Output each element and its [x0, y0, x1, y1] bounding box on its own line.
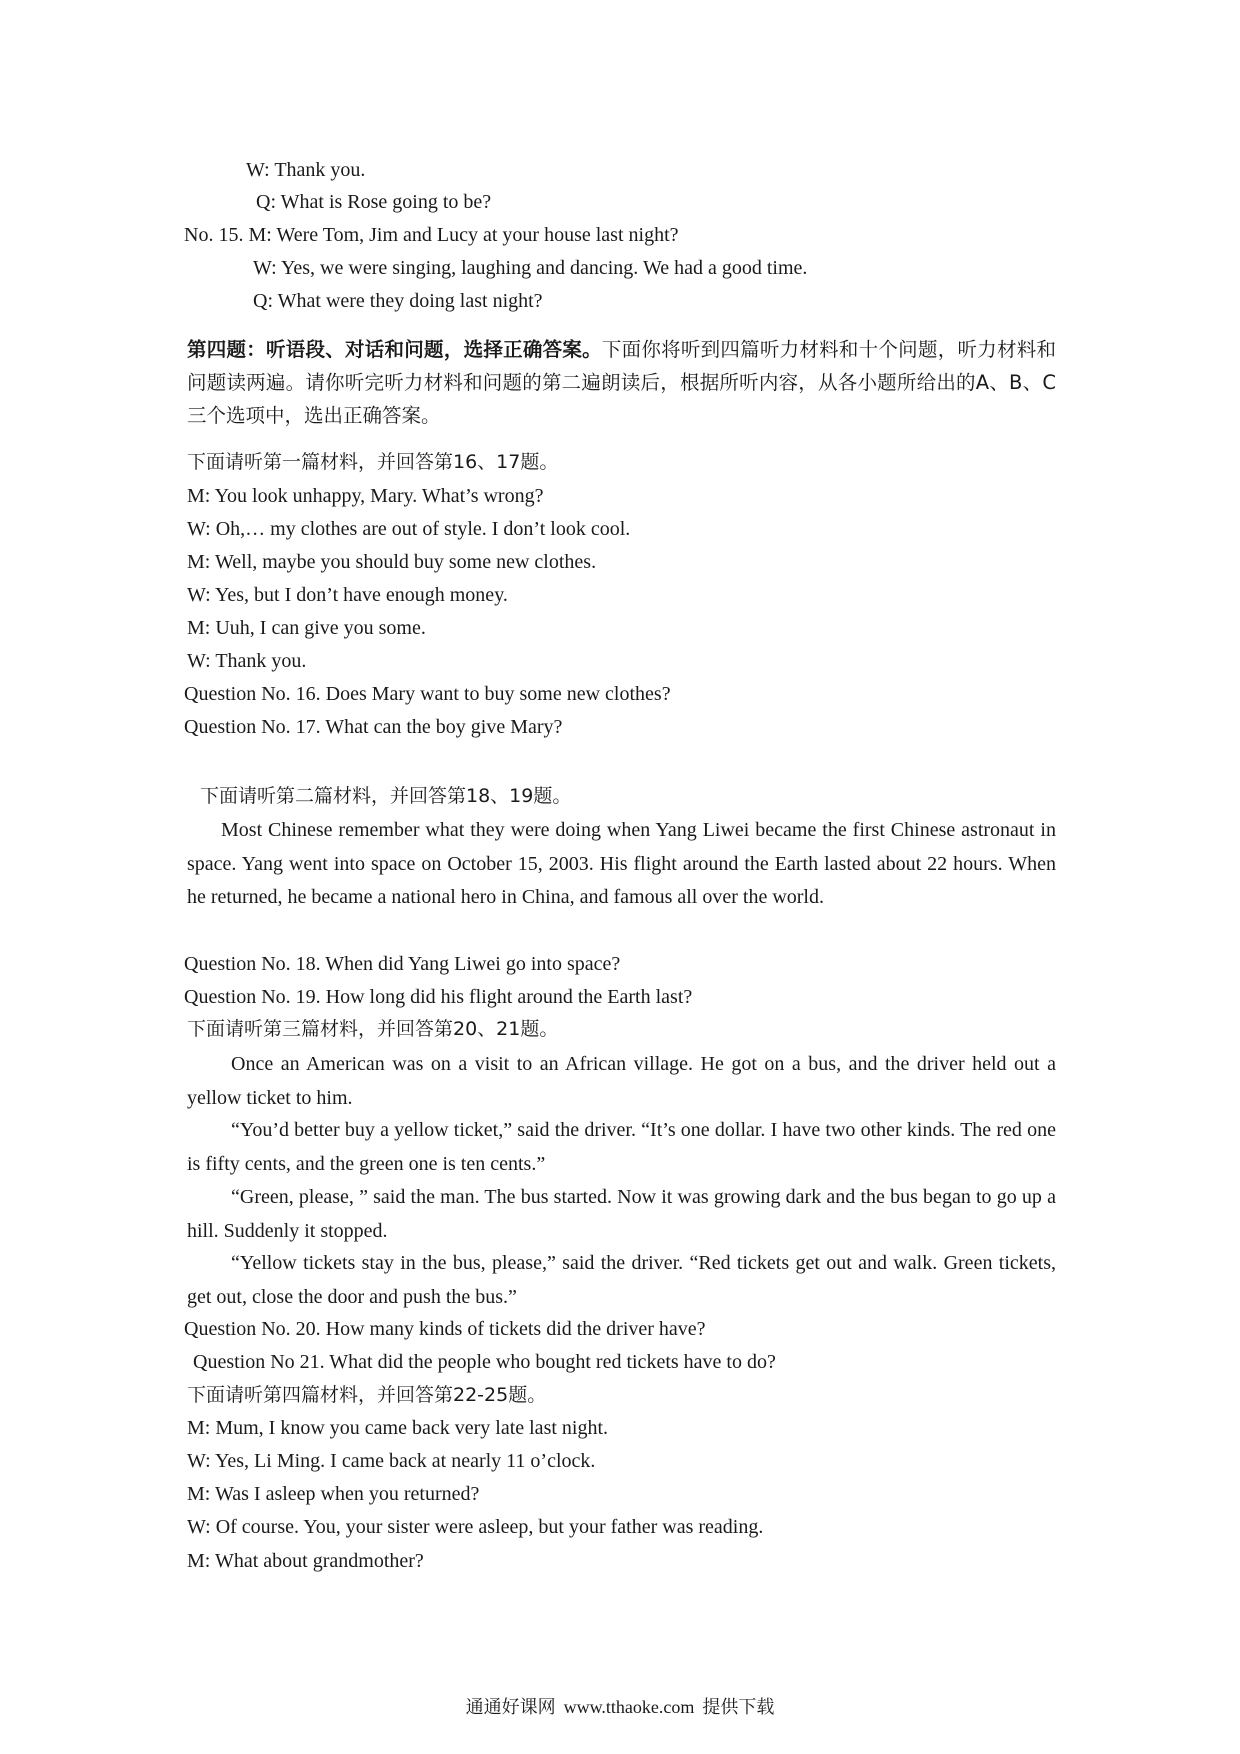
passage-three-paragraph: Once an American was on a visit to an African village. He got on a bus, and the driver held out a yellow ticket to him. — [187, 1053, 1056, 1109]
passage-three-paragraph: “You’d better buy a yellow ticket,” said the driver. “It’s one dollar. I have two other kinds. The red one is fifty cents, and the green one is ten cents.” — [187, 1119, 1056, 1175]
dialog-line: No. 15. M: Were Tom, Jim and Lucy at your house last night? — [184, 224, 679, 246]
passage-three-paragraph: “Yellow tickets stay in the bus, please,” said the driver. “Red tickets get out and walk. Green tickets, get out, close the door and push the bus.” — [187, 1252, 1056, 1308]
footer-site-link[interactable]: www.tthaoke.com — [563, 1697, 695, 1717]
page-footer — [0, 1695, 1240, 1720]
question-line: Question No 21. What did the people who bought red tickets have to do? — [193, 1351, 776, 1373]
passage-three-intro: 下面请听第三篇材料，并回答第20、21题。 — [187, 1018, 559, 1040]
footer-name: 通通好课网 — [465, 1697, 556, 1718]
dialog-line: M: Uuh, I can give you some. — [187, 617, 426, 639]
question-line: Question No. 18. When did Yang Liwei go into space? — [184, 953, 621, 975]
passage-two-text: Most Chinese remember what they were doing when Yang Liwei became the first Chinese astronaut in space. Yang went into space on October 15, 2003. His flight around the Earth lasted about 22 hours. When he returned, he became a national hero in China, and famous all over the world. — [187, 819, 1056, 908]
question-line: Question No. 16. Does Mary want to buy some new clothes? — [184, 683, 671, 705]
question-line: Question No. 19. How long did his flight around the Earth last? — [184, 986, 693, 1008]
question-line: Question No. 20. How many kinds of tickets did the driver have? — [184, 1318, 706, 1340]
passage-three-paragraph: “Green, please, ” said the man. The bus started. Now it was growing dark and the bus began to go up a hill. Suddenly it stopped. — [187, 1186, 1056, 1242]
section-four-title: 第四题：听语段、对话和问题，选择正确答案。 — [187, 338, 602, 361]
question-line: Q: What is Rose going to be? — [256, 191, 492, 213]
section-four-body: 下面你将听到四篇听力材料和十个问题，听力材料和问题读两遍。请你听完听力材料和问题的第二遍朗读后，根据所听内容，从各小题所给出的A、B、C三个选项中，选出正确答案。 — [187, 338, 1056, 427]
dialog-line: W: Of course. You, your sister were asleep, but your father was reading. — [187, 1516, 764, 1538]
dialog-line: W: Thank you. — [246, 159, 366, 181]
section-four-instructions — [187, 333, 1056, 432]
dialog-line: M: Mum, I know you came back very late last night. — [187, 1417, 609, 1439]
dialog-line: M: Was I asleep when you returned? — [187, 1483, 480, 1505]
question-line: Question No. 17. What can the boy give Mary? — [184, 716, 563, 738]
question-line: Q: What were they doing last night? — [253, 290, 543, 312]
dialog-line: M: You look unhappy, Mary. What’s wrong? — [187, 485, 544, 507]
dialog-line: W: Oh,… my clothes are out of style. I don’t look cool. — [187, 518, 631, 540]
dialog-line: W: Yes, we were singing, laughing and dancing. We had a good time. — [253, 257, 808, 279]
passage-one-intro: 下面请听第一篇材料，并回答第16、17题。 — [187, 451, 559, 473]
dialog-line: W: Thank you. — [187, 650, 307, 672]
dialog-line: M: Well, maybe you should buy some new clothes. — [187, 551, 597, 573]
footer-suffix: 提供下载 — [702, 1697, 775, 1718]
dialog-line: M: What about grandmother? — [187, 1550, 424, 1572]
passage-four-intro: 下面请听第四篇材料，并回答第22-25题。 — [187, 1384, 547, 1406]
passage-two-intro: 下面请听第二篇材料，并回答第18、19题。 — [200, 785, 572, 807]
dialog-line: W: Yes, but I don’t have enough money. — [187, 584, 508, 606]
dialog-line: W: Yes, Li Ming. I came back at nearly 11 o’clock. — [187, 1450, 596, 1472]
